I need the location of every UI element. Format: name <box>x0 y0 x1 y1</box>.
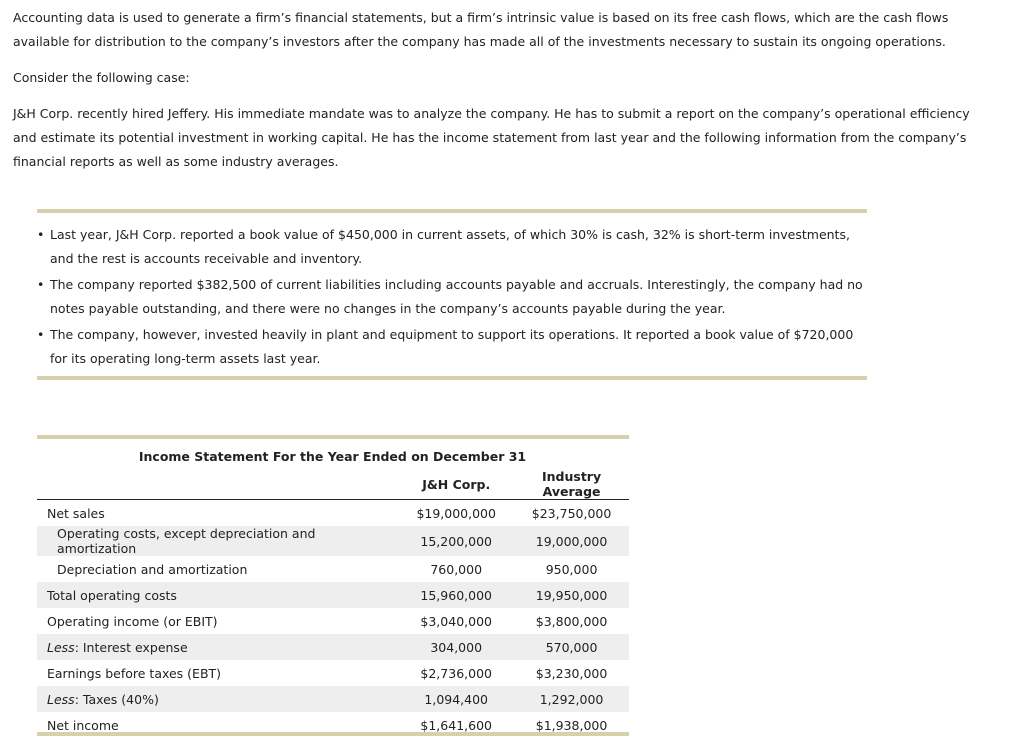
top-rule <box>37 435 629 439</box>
row-label: Total operating costs <box>37 582 398 608</box>
company-value: $2,736,000 <box>420 665 492 681</box>
bullet-icon: • <box>37 327 45 342</box>
table-row <box>37 608 629 634</box>
list-item: • Last year, J&H Corp. reported a book value of $450,000 in current assets, of which 30% is cash, 32% is short-term investments, and the rest is accounts receivable and inventory. <box>37 223 867 271</box>
company-value: $1,641,600 <box>420 717 492 733</box>
intro-paragraph: Accounting data is used to generate a firm’s financial statements, but a firm’s intrinsic value is based on its free cash flows, which are the cash flows available for distribution to the company’s investors after the company has made all of the investments necessary to sustain its ongoing operations. <box>13 10 949 49</box>
industry-value: 1,292,000 <box>514 686 629 712</box>
row-label: Less: Interest expense <box>37 634 398 660</box>
company-value: 15,960,000 <box>398 582 514 608</box>
table-row <box>37 500 629 527</box>
industry-value: $23,750,000 <box>531 505 612 521</box>
industry-column-header: Industry Average <box>514 469 629 500</box>
company-value: $3,040,000 <box>420 613 492 629</box>
bottom-rule <box>37 732 629 736</box>
company-value: 760,000 <box>430 561 483 577</box>
table-header-row <box>37 469 629 500</box>
industry-value: 570,000 <box>514 634 629 660</box>
row-label: Depreciation and amortization <box>57 561 248 577</box>
table-row <box>37 660 629 686</box>
row-label: Net income <box>47 717 119 733</box>
case-description: J&H Corp. recently hired Jeffery. His immediate mandate was to analyze the company. He has to submit a report on the company’s operational efficiency and estimate its potential investment in working capital. He has the income statement from last year and the following information from the company’s financial reports as well as some industry averages. <box>13 106 970 169</box>
industry-value: $1,938,000 <box>535 717 608 733</box>
table-row <box>37 526 629 556</box>
case-prompt: Consider the following case: <box>13 70 190 85</box>
list-item: • The company, however, invested heavily in plant and equipment to support its operations. It reported a book value of $720,000 for its operating long-term assets last year. <box>37 323 867 371</box>
bullet-icon: • <box>37 277 45 292</box>
table-title: Income Statement For the Year Ended on December 31 <box>138 449 527 464</box>
industry-value: 950,000 <box>545 561 598 577</box>
row-label: Earnings before taxes (EBT) <box>47 665 222 681</box>
income-statement-table <box>37 469 629 738</box>
company-column-header: J&H Corp. <box>398 469 514 500</box>
company-value: 1,094,400 <box>398 686 514 712</box>
income-statement <box>37 435 629 733</box>
industry-value: 19,950,000 <box>514 582 629 608</box>
industry-value: $3,800,000 <box>535 613 608 629</box>
row-label: Operating income (or EBIT) <box>47 613 218 629</box>
table-row <box>37 634 629 660</box>
info-box <box>37 209 867 380</box>
bullet-icon: • <box>37 227 45 242</box>
list-item: • The company reported $382,500 of current liabilities including accounts payable and accruals. Interestingly, the company had no notes payable outstanding, and there were no changes in the company’s accounts payable during the year. <box>37 273 867 321</box>
industry-value: $3,230,000 <box>535 665 608 681</box>
industry-value: 19,000,000 <box>514 526 629 556</box>
table-row <box>37 556 629 582</box>
table-row <box>37 686 629 712</box>
label-header <box>37 469 398 500</box>
row-label: Net sales <box>47 505 105 521</box>
info-list <box>37 223 867 373</box>
company-value: $19,000,000 <box>416 505 496 521</box>
table-row <box>37 582 629 608</box>
company-value: 304,000 <box>398 634 514 660</box>
row-label: Less: Taxes (40%) <box>37 686 398 712</box>
row-label: Operating costs, except depreciation and amortization <box>37 526 398 556</box>
company-value: 15,200,000 <box>398 526 514 556</box>
